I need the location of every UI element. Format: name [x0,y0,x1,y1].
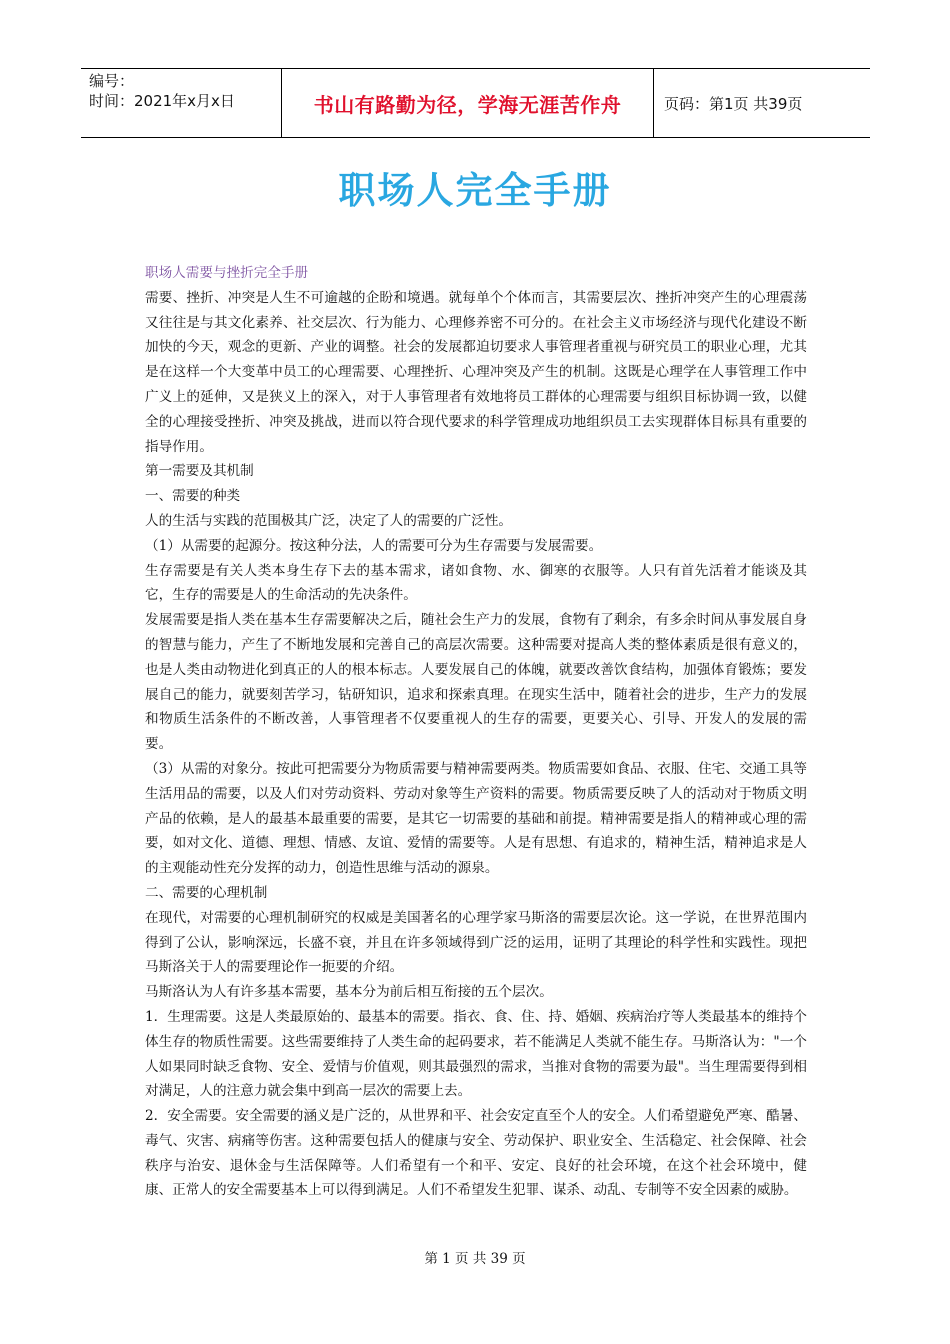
motto: 书山有路勤为径，学海无涯苦作舟 [313,92,622,117]
paragraph: 2．安全需要。安全需要的涵义是广泛的，从世界和平、社会安定直至个人的安全。人们希望避免严寒、酷暑、毒气、灾害、病痛等伤害。这种需要包括人的健康与安全、劳动保护、职业安全、生活稳定、社会保障、社会秩序与治安、退休金与生活保障等。人们希望有一个和平、安定、良好的社会环境，在这个社会环境中，健康、正常人的安全需要基本上可以得到满足。人们不希望发生犯罪、谋杀、动乱、专制等不安全因素的威胁。 [145,1108,807,1199]
section-heading: 第一需要及其机制 [145,463,254,480]
paragraph: 生存需要是有关人类本身生存下去的基本需求，诸如食物、水、御寒的衣服等。人只有首先活着才能谈及其它，生存的需要是人的生命活动的先决条件。 [145,562,807,604]
body-text [145,261,807,1203]
paragraph: （3）从需的对象分。按此可把需要分为物质需要与精神需要两类。物质需要如食品、衣服、住宅、交通工具等生活用品的需要，以及人们对劳动资料、劳动对象等生产资料的需要。物质需要反映了人的活动对于物质文明产品的依赖，是人的最基本最重要的需要，是其它一切需要的基础和前提。精神需要是指人的精神或心理的需要，如对文化、道德、理想、情感、友谊、爱情的需要等。人是有思想、有追求的，精神生活，精神追求是人的主观能动性充分发挥的动力，创造性思维与活动的源泉。 [145,760,807,877]
section-heading: 二、需要的心理机制 [145,884,268,901]
page-info: 页码：第1页 共39页 [664,94,803,113]
section-heading: 一、需要的种类 [145,488,241,505]
header-table [81,68,870,138]
number-label: 编号： [89,72,135,90]
date-label: 时间：2021年x月x日 [89,92,235,110]
paragraph: 马斯洛认为人有许多基本需要，基本分为前后相互衔接的五个层次。 [145,984,553,1001]
motto-cell [281,69,654,137]
paragraph: 人的生活与实践的范围极其广泛，决定了人的需要的广泛性。 [145,512,513,529]
paragraph: 发展需要是指人类在基本生存需要解决之后，随社会生产力的发展，食物有了剩余，有多余时间从事发展自身的智慧与能力，产生了不断地发展和完善自己的高层次需要。这种需要对提高人类的整体素质是很有意义的，也是人类由动物进化到真正的人的根本标志。人要发展自己的体魄，就要改善饮食结构，加强体育锻炼；要发展自己的能力，就要刻苦学习，钻研知识，追求和探索真理。在现实生活中，随着社会的进步，生产力的发展和物质生活条件的不断改善，人事管理者不仅要重视人的生存的需要，更要关心、引导、开发人的发展的需要。 [145,612,807,753]
page-footer: 第 1 页 共 39 页 [424,1251,526,1267]
document-title: 职场人完全手册 [338,169,612,212]
paragraph: 需要、挫折、冲突是人生不可逾越的企盼和境遇。就每单个个体而言，其需要层次、挫折冲突产生的心理震荡又往往是与其文化素养、社交层次、行为能力、心理修养密不可分的。在社会主义市场经济与现代化建设不断加快的今天，观念的更新、产业的调整。社会的发展都迫切要求人事管理者重视与研究员工的职业心理，尤其是在这样一个大变革中员工的心理需要、心理挫折、心理冲突及产生的机制。这既是心理学在人事管理工作中广义上的延伸，又是狭义上的深入，对于人事管理者有效地将员工群体的心理需要与组织目标协调一致，以健全的心理接受挫折、冲突及挑战，进而以符合现代要求的科学管理成功地组织员工去实现群体目标具有重要的指导作用。 [145,289,807,455]
paragraph: 1．生理需要。这是人类最原始的、最基本的需要。指衣、食、住、持、婚姻、疾病治疗等人类最基本的维持个体生存的物质性需要。这些需要维持了人类生命的起码要求，若不能满足人类就不能生存。马斯洛认为："一个人如果同时缺乏食物、安全、爱情与价值观，则其最强烈的需求，当推对食物的需要为最"。当生理需要得到相对满足，人的注意力就会集中到高一层次的需要上去。 [145,1008,807,1100]
header-meta [81,69,281,137]
subtitle: 职场人需要与挫折完全手册 [145,265,309,281]
paragraph: （1）从需要的起源分。按这种分法，人的需要可分为生存需要与发展需要。 [145,537,603,554]
paragraph: 在现代，对需要的心理机制研究的权威是美国著名的心理学家马斯洛的需要层次论。这一学说，在世界范围内得到了公认，影响深远，长盛不衰，并且在许多领域得到广泛的运用，证明了其理论的科学性和实践性。现把马斯洛关于人的需要理论作一扼要的介绍。 [145,909,807,976]
